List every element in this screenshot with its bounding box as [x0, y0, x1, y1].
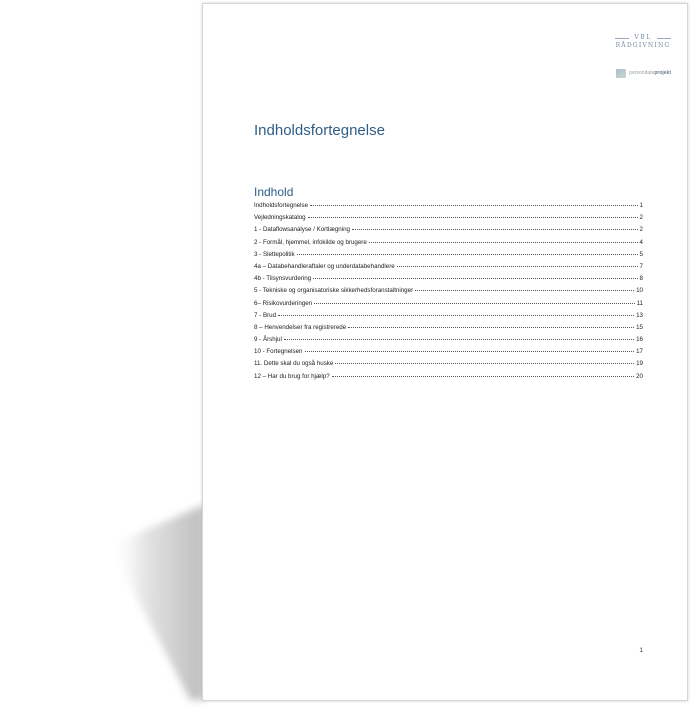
toc-leader: [397, 266, 638, 267]
toc-entry-page: 16: [636, 336, 643, 344]
toc-entry[interactable]: [254, 336, 643, 348]
toc-entry-title: 3 - Slettepolitik: [254, 250, 295, 258]
persondataprojekt-logo-icon: [616, 69, 626, 78]
toc-entry-title: 11. Dette skal du også huske: [254, 360, 334, 368]
toc-entry-title: 5 - Tekniske og organisatoriske sikkerhedsforanstaltninger: [254, 287, 414, 295]
toc-leader: [297, 254, 638, 255]
vbl-logo-bottom: RÅDGIVNING: [615, 42, 671, 49]
toc-entry-page: 5: [639, 250, 643, 258]
document-page: [202, 3, 688, 701]
toc-leader: [335, 363, 634, 364]
toc-entry[interactable]: [254, 300, 643, 312]
toc-leader: [352, 229, 638, 230]
toc-entry-page: 1: [639, 202, 643, 209]
toc-entry-page: 20: [636, 372, 643, 380]
toc-leader: [332, 376, 634, 377]
toc-leader: [369, 242, 638, 243]
toc-entry-title: 1 - Dataflowsanalyse / Kortlægning: [254, 226, 350, 234]
toc-entry-page: 15: [636, 323, 643, 331]
toc-entry-title: Indholdsfortegnelse: [254, 202, 309, 209]
toc-entry-title: 9 - Årshjul: [254, 336, 282, 344]
toc-leader: [310, 205, 638, 206]
vbl-logo: [613, 34, 673, 50]
toc-entry-title: 8 – Henvendelser fra registrerede: [254, 323, 347, 331]
toc-entry-page: 2: [639, 226, 643, 234]
toc-leader: [278, 315, 634, 316]
toc-entry[interactable]: [254, 373, 643, 385]
table-of-contents: [254, 202, 643, 385]
toc-entry[interactable]: [254, 251, 643, 263]
toc-entry[interactable]: [254, 214, 643, 226]
toc-leader: [284, 339, 634, 340]
toc-leader: [415, 290, 634, 291]
toc-entry-page: 17: [636, 348, 643, 356]
toc-heading: Indhold: [254, 185, 294, 199]
toc-leader: [308, 217, 638, 218]
toc-entry-page: 8: [639, 275, 643, 283]
toc-entry-page: 13: [636, 311, 643, 319]
toc-entry[interactable]: [254, 263, 643, 275]
toc-leader: [313, 278, 637, 279]
toc-entry-title: 4a – Databehandleraftaler og underdatabehandlere: [254, 262, 395, 270]
toc-entry-title: 6– Risikovurderingen: [254, 299, 313, 307]
toc-entry-title: 4b - Tilsynsvurdering: [254, 275, 312, 283]
toc-leader: [314, 303, 634, 304]
toc-entry[interactable]: [254, 360, 643, 372]
toc-entry-title: 7 - Brud: [254, 311, 277, 319]
toc-entry[interactable]: [254, 226, 643, 238]
toc-entry-page: 19: [636, 360, 643, 368]
vbl-logo-top: VBL: [613, 34, 673, 42]
toc-entry[interactable]: [254, 312, 643, 324]
toc-entry[interactable]: [254, 202, 643, 214]
toc-entry[interactable]: [254, 324, 643, 336]
persondataprojekt-logo: [616, 67, 671, 79]
persondataprojekt-logo-text: persondataprojekt: [629, 70, 671, 76]
toc-entry-page: 7: [639, 262, 643, 270]
toc-entry[interactable]: [254, 287, 643, 299]
toc-entry-page: 11: [636, 299, 643, 307]
toc-entry-title: 10 - Fortegnelsen: [254, 348, 303, 356]
toc-entry-page: 2: [639, 214, 643, 222]
toc-entry-title: Vejledningskatalog: [254, 214, 306, 222]
page-title: Indholdsfortegnelse: [254, 122, 385, 139]
toc-leader: [348, 327, 634, 328]
toc-entry-page: 10: [636, 287, 643, 295]
toc-entry-title: 2 - Formål, hjemmel, infokilde og brugere: [254, 238, 367, 246]
toc-entry[interactable]: [254, 275, 643, 287]
page-number: 1: [639, 647, 643, 654]
toc-entry[interactable]: [254, 239, 643, 251]
toc-entry[interactable]: [254, 348, 643, 360]
toc-entry-title: 12 – Har du brug for hjælp?: [254, 372, 330, 380]
toc-entry-page: 4: [639, 238, 643, 246]
toc-leader: [305, 351, 635, 352]
